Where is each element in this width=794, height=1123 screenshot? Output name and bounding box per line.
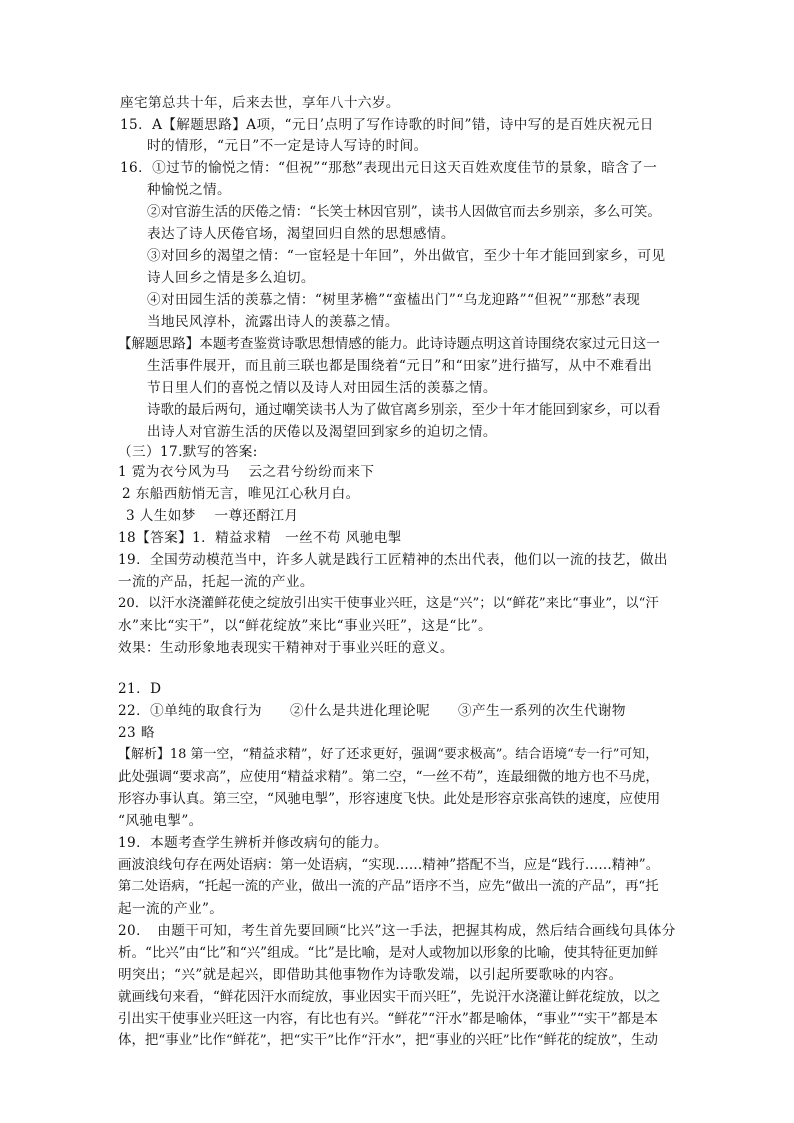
text-line: 第二处语病，“托起一流的产业，做出一流的产品”语序不当，应先“做出一流的产品”，再“托 (118, 879, 659, 894)
text-line: 画波浪线句存在两处语病：第一处语病，“实现……精神”搭配不当，应是“践行……精神”。 (118, 857, 660, 873)
text-line: “风驰电掣”。 (118, 813, 203, 829)
text-line: 3 人生如梦 一尊还酹江月 (126, 508, 299, 524)
text-line: （三）17.默写的答案: (118, 444, 258, 460)
text-line: 当地民风淳朴，流露出诗人的羡慕之情。 (147, 314, 399, 330)
text-line: 此处强调“要求高”，应使用“精益求精”。第二空，“一丝不苟”，连最细微的地方也不马虎， (118, 769, 659, 785)
text-line: ③对回乡的渴望之情：“一宦轻是十年回”，外出做官，至少十年才能回到家乡，可见 (147, 248, 666, 264)
text-line: 引出实干使事业兴旺这一内容，有比也有兴。“鲜花”“汗水”都是喻体，“事业”“实干”都是本 (118, 1011, 658, 1027)
text-line: 【解析】18 第一空，“精益求精”，好了还求更好，强调“要求极高”。结合语境“专一行”可知， (118, 747, 659, 762)
text-line: 座宅第总共十年，后来去世，享年八十六岁。 (120, 95, 400, 111)
text-line: 体，把“事业”比作“鲜花”，把“实干”比作“汗水”，把“事业的兴旺”比作“鲜花的绽放”，生动 (118, 1033, 658, 1048)
text-line: 出诗人对官游生活的厌倦以及渴望回到家乡的迫切之情。 (147, 424, 497, 440)
text-line: 形容办事认真。第三空，“风驰电掣”，形容速度飞快。此处是形容京张高铁的速度，应使用 (118, 791, 661, 807)
text-line: 18【答案】1．精益求精 一丝不苟 风驰电掣 (118, 530, 402, 546)
text-line: 效果：生动形象地表现实干精神对于事业兴旺的意义。 (118, 640, 454, 656)
text-line: 22．①单纯的取食行为 ②什么是共进化理论呢 ③产生一系列的次生代谢物 (118, 703, 626, 719)
text-line: 析。“比兴”由“比”和“兴”组成。“比”是比喻，是对人或物加以形象的比喻，使其特征更加鲜 (118, 945, 658, 961)
text-line: 2 东船西舫悄无言，唯见江心秋月白。 (122, 486, 360, 502)
text-line: 明突出；“兴”就是起兴，即借助其他事物作为诗歌发端，以引起所要歌咏的内容。 (118, 967, 623, 983)
text-line: 1 霓为衣兮风为马 云之君兮纷纷而来下 (118, 464, 375, 480)
text-line: 表达了诗人厌倦官场，渴望回归自然的思想感情。 (147, 226, 455, 242)
text-line: 【解题思路】本题考查鉴赏诗歌思想情感的能力。此诗诗题点明这首诗围绕农家过元日这一 (118, 336, 660, 352)
text-line: 诗歌的最后两句，通过嘲笑读书人为了做官离乡别亲，至少十年才能回到家乡，可以看 (147, 402, 661, 418)
text-line: 时的情形，“元日”不一定是诗人写诗的时间。 (147, 138, 428, 154)
text-line: 20． 由题干可知，考生首先要回顾“比兴”这一手法，把握其构成，然后结合画线句具体分 (118, 923, 676, 939)
text-line: 水”来比“实干”，以“鲜花绽放”来比“事业兴旺”，这是“比”。 (118, 618, 493, 634)
text-line: 19．全国劳动模范当中，许多人就是践行工匠精神的杰出代表，他们以一流的技艺，做出 (118, 552, 668, 568)
text-line: 诗人回乡之情是多么迫切。 (147, 270, 315, 286)
text-line: 起一流的产业”。 (118, 901, 224, 917)
text-line: ④对田园生活的羡慕之情：“树里茅檐”“蛮榼出门”“乌龙迎路”“但祝”“那愁”表现 (147, 292, 641, 308)
text-line: ②对官游生活的厌倦之情：“长笑士林因官别”，读书人因做官而去乡别亲，多么可笑。 (147, 204, 661, 220)
text-line: 19．本题考查学生辨析并修改病句的能力。 (118, 835, 388, 851)
text-line: 节日里人们的喜悦之情以及诗人对田园生活的羡慕之情。 (147, 380, 497, 396)
text-line: 种愉悦之情。 (147, 182, 231, 198)
text-line: 生活事件展开，而且前三联也都是围绕着“元日”和“田家”进行描写，从中不难看出 (147, 358, 653, 374)
text-line: 16．①过节的愉悦之情：“但祝”“那愁”表现出元日这天百姓欢度佳节的景象，暗含了一 (120, 160, 658, 176)
text-line: 20．以汗水浇灌鲜花使之绽放引出实干使事业兴旺，这是“兴”；以“鲜花”来比“事业”，以“汗 (118, 596, 659, 611)
text-line: 23 略 (118, 725, 155, 741)
text-line: 就画线句来看，“鲜花因汗水而绽放，事业因实干而兴旺”，先说汗水浇灌让鲜花绽放，以之 (118, 989, 661, 1005)
text-line: 一流的产品，托起一流的产业。 (118, 574, 314, 590)
text-line: 15．A【解题思路】A项，“元日’点明了写作诗歌的时间”错，诗中写的是百姓庆祝元日 (120, 117, 654, 133)
text-line: 21．D (118, 681, 162, 697)
